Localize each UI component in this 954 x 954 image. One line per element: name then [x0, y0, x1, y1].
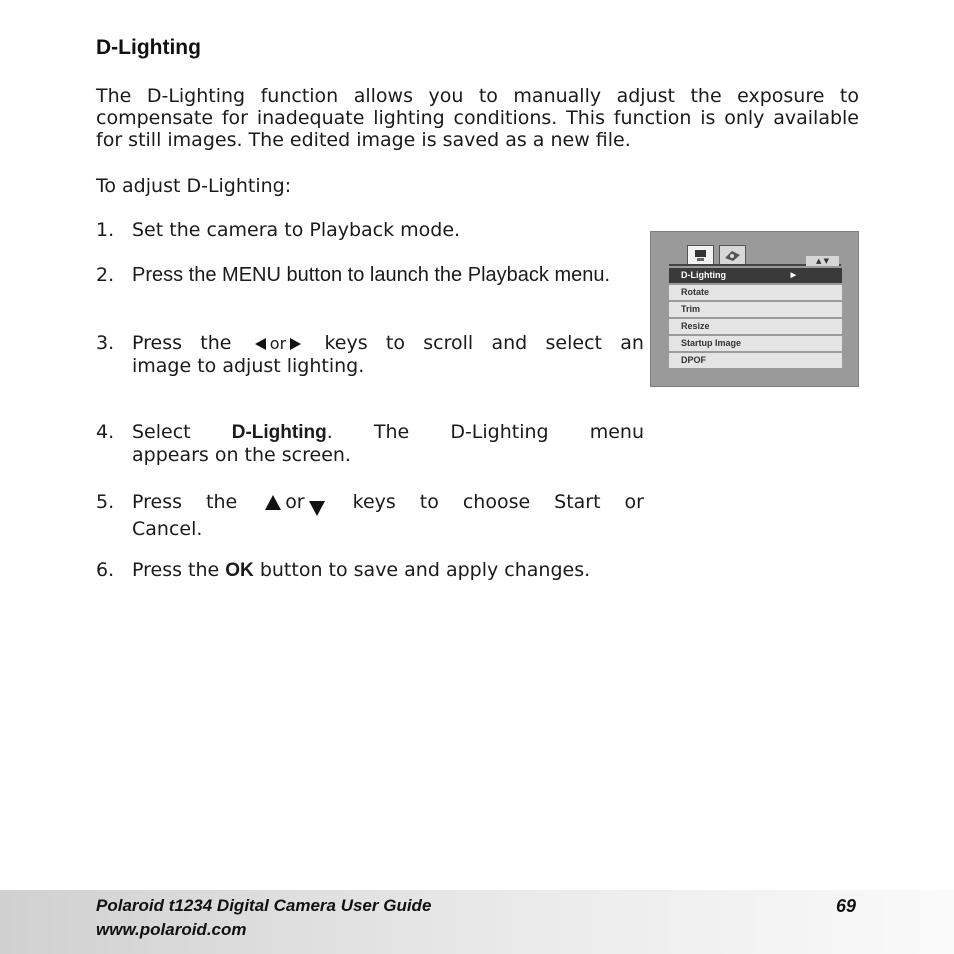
intro-paragraph: The D-Lighting function allows you to manually adjust the exposure to compensate for inadequate lighting conditions. This function is only available for still images. The edited image is saved as a new file.	[96, 85, 859, 151]
footer-title: Polaroid t1234 Digital Camera User Guide	[96, 896, 432, 915]
menu-item-startup-image[interactable]: Startup Image	[669, 336, 842, 351]
step-text: Press the MENU button to launch the Playback menu.	[132, 264, 611, 286]
step-line: Cancel.	[132, 518, 203, 540]
playback-menu	[669, 268, 842, 370]
step-number: 1.	[96, 219, 115, 241]
right-triangle-icon	[289, 337, 303, 351]
step-number: 6.	[96, 559, 115, 581]
step-number: 4.	[96, 421, 115, 443]
step-line: Press the or keys to choose Start or	[132, 491, 644, 518]
menu-item-trim[interactable]: Trim	[669, 302, 842, 317]
chevron-right-icon: ▶	[790, 272, 796, 279]
camera-screen	[650, 231, 859, 387]
step-line: Select D-Lighting. The D-Lighting menu	[132, 421, 645, 443]
step-number: 2.	[96, 264, 115, 286]
scroll-indicator: ▲ ▼	[806, 256, 839, 266]
page-footer	[0, 890, 954, 954]
down-triangle-icon	[308, 496, 326, 518]
section-heading: D-Lighting	[96, 36, 201, 59]
step-text: Press the OK button to save and apply changes.	[132, 559, 591, 581]
step-text	[132, 491, 644, 541]
playback-tab-icon	[688, 246, 713, 265]
menu-item-dpof[interactable]: DPOF	[669, 353, 842, 368]
step-line: appears on the screen.	[132, 444, 351, 466]
step-text: Set the camera to Playback mode.	[132, 219, 461, 241]
menu-item-d-lighting[interactable]: D-Lighting ▶	[669, 268, 842, 283]
step-number: 3.	[96, 332, 115, 354]
menu-item-resize[interactable]: Resize	[669, 319, 842, 334]
setup-tab	[719, 245, 746, 265]
footer-url: www.polaroid.com	[96, 920, 247, 939]
playback-tab	[687, 245, 714, 265]
step-text	[132, 332, 644, 378]
step-number: 5.	[96, 491, 115, 513]
instructions-lead: To adjust D-Lighting:	[96, 175, 292, 197]
setup-tab-icon	[720, 246, 745, 265]
step-line: image to adjust lighting.	[132, 355, 365, 377]
step-text	[132, 421, 644, 467]
step-line: Press the or keys to scroll and select an	[132, 332, 644, 354]
menu-item-rotate[interactable]: Rotate	[669, 285, 842, 300]
page-number: 69	[836, 896, 857, 916]
left-triangle-icon	[253, 337, 267, 351]
up-triangle-icon	[264, 494, 282, 512]
